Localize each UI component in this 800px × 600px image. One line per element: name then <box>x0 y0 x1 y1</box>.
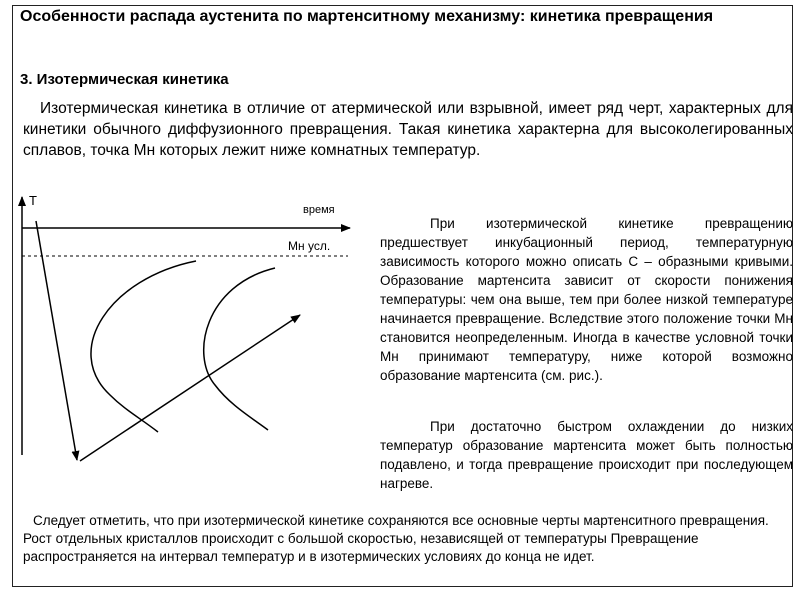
intro-paragraph: Изотермическая кинетика в отличие от атермической или взрывной, имеет ряд черт, характерных для кинетики обычного диффузионного превращения. Такая кинетика характерна для высоколегированных сплавов, точка Мн которых лежит ниже комнатных температур. <box>23 100 793 159</box>
side-paragraph-incubation: При изотермической кинетике превращению предшествует инкубационный период, температурную зависимость которого можно описать С – образными кривыми. Образование мартенсита зависит от скорости понижения температуры: чем она выше, тем при более низкой температуре начинается превращение. Вследствие этого положение точки Мн становится неопределенным. Иногда в качестве условной точки Мн принимают температуру, ниже которой возможно образование мартенсита (см. рис.). <box>380 216 793 383</box>
time-axis-label: время <box>303 204 335 216</box>
slide-title: Особенности распада аустенита по мартенситному механизму: кинетика превращения <box>20 8 714 25</box>
side-paragraph-fast-cooling: При достаточно быстром охлаждении до низких температур образование мартенсита может быть полностью подавлено, и тогда превращение происходит при последующем нагреве. <box>380 419 793 491</box>
cooling-path-arrow <box>36 221 77 460</box>
heating-path-arrow <box>80 315 300 461</box>
section-heading: 3. Изотермическая кинетика <box>20 71 229 88</box>
c-curve-end <box>204 268 275 430</box>
temperature-axis-label: T <box>29 193 37 208</box>
mn-label: Мн усл. <box>288 239 331 253</box>
c-curve-start <box>91 261 196 432</box>
footer-paragraph: Следует отметить, что при изотермической кинетике сохраняются все основные черты мартенситного превращения. Рост отдельных кристаллов происходит с большой скоростью, независящей от температуры Превращение распространяется на интервал температур и в изотермических условиях до конца не идет. <box>23 513 769 564</box>
